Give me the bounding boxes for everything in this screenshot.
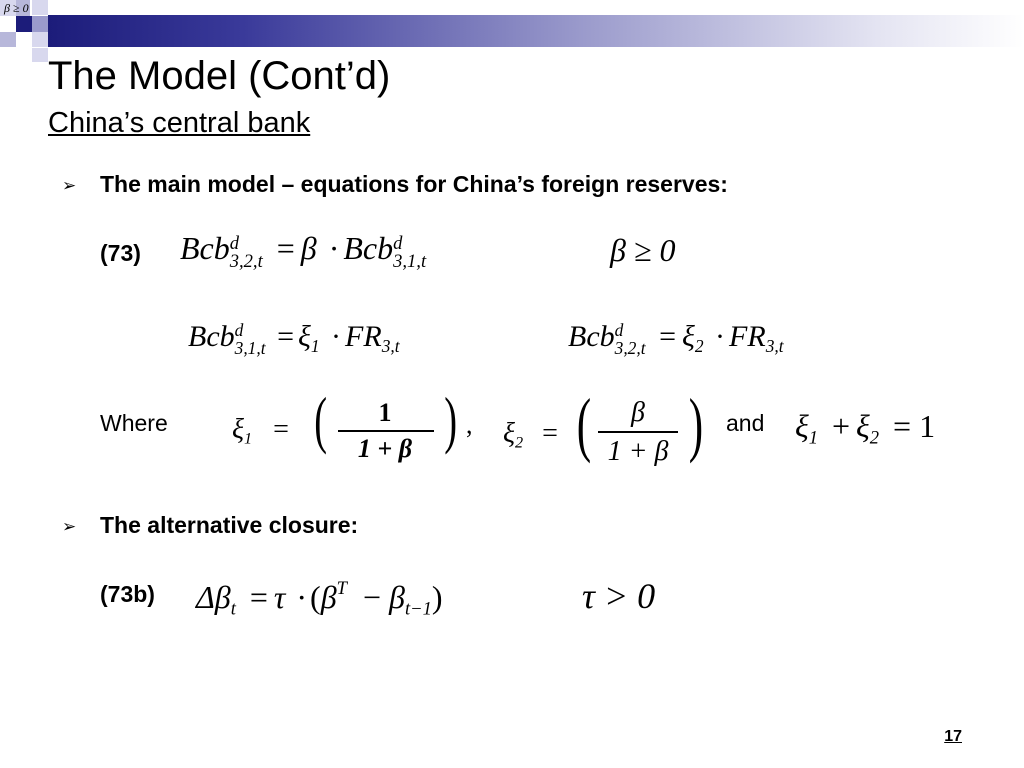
comma-separator: , <box>466 410 473 439</box>
deco-square-light-3 <box>32 32 48 47</box>
fraction1-left-paren: ( <box>314 384 328 455</box>
where-label: Where <box>100 410 168 436</box>
fraction2-denominator: 1 + β <box>607 436 669 467</box>
fraction2-right-paren: ) <box>688 384 704 464</box>
fraction2-numerator: β <box>631 397 645 428</box>
page-number: 17 <box>944 728 962 745</box>
deco-square-navy-1 <box>16 16 32 32</box>
fraction1-numerator: 1 <box>378 398 392 427</box>
equation-xi1: Bcb d 3,1,t = $\xi_1 \cdot FR_{3,t}$ <box>188 320 400 358</box>
deco-square-lavender-2 <box>32 16 48 32</box>
bullet-main-model: The main model – equations for China’s foreign reserves: <box>100 171 728 197</box>
xi1-symbol: $\xi_1$ = <box>232 414 289 448</box>
deco-square-light-2 <box>32 0 48 15</box>
slide-subtitle: China’s central bank <box>48 107 311 139</box>
equation-73b: $\Delta\beta_t = \tau \cdot(\beta^T - \beta_{t-1})$ <box>196 578 443 620</box>
slide-title: The Model (Cont’d) <box>48 54 391 98</box>
equation-label-73b: (73b) <box>100 581 155 607</box>
header-gradient-bar <box>48 15 1024 47</box>
tau-condition: τ > 0 <box>582 576 656 616</box>
fraction2-bar <box>598 431 678 433</box>
corner-formula-label: β ≥ 0 <box>4 1 29 15</box>
fraction1-right-paren: ) <box>444 384 458 455</box>
bullet-alternative-closure: The alternative closure: <box>100 512 359 538</box>
xi-sum-equation: $\xi_1 + \xi_2 = 1$ <box>795 408 936 449</box>
equation-73: Bcb d 3,2,t = β · Bcb d 3,1,t <box>180 230 427 273</box>
and-label: and <box>726 410 765 436</box>
bullet-arrow-icon: ➢ <box>62 517 77 536</box>
beta-condition: β ≥ 0 <box>610 232 676 268</box>
xi2-symbol: $\xi_2$ = <box>503 418 558 452</box>
deco-square-lavender-3 <box>0 32 16 47</box>
fraction1-bar <box>338 430 434 432</box>
bullet-arrow-icon: ➢ <box>62 176 77 195</box>
fraction2-left-paren: ( <box>576 384 592 464</box>
deco-square-light-4 <box>32 48 48 62</box>
equation-xi2: Bcb d 3,2,t = $\xi_2 \cdot FR_{3,t}$ <box>568 320 784 358</box>
equation-label-73: (73) <box>100 240 141 266</box>
fraction1-denominator: 1 + β <box>357 434 413 463</box>
